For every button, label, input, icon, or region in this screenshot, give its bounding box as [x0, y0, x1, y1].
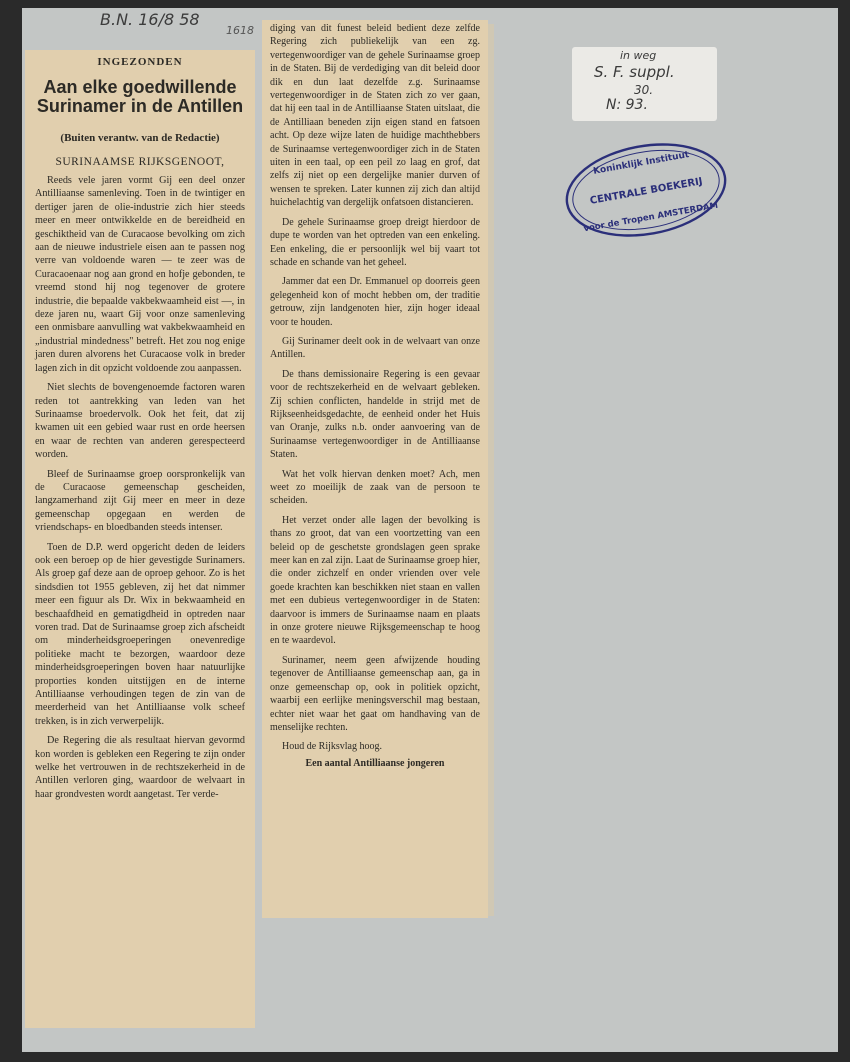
article-paragraph: Jammer dat een Dr. Emmanuel op doorreis geen gelegenheid kon of mocht hebben om, der traditie getrouw, zijn landgenoten hier, zijn hoger ideaal voor te houden. — [270, 276, 480, 328]
catalog-label — [572, 47, 717, 121]
article-paragraph: De Regering die als resultaat hiervan gevormd kon worden is gebleken een Regering te zijn onder welke het vertrouwen in de rechtszekerheid in de Antillen verloren ging, waardoor de welvaart in haar grondvesten wordt aangetast. Ter verde- — [35, 735, 245, 800]
article-byline: (Buiten verantw. van de Redactie) — [60, 132, 220, 144]
article-paragraph: Bleef de Surinaamse groep oorspronkelijk van de Curacaose gemeenschap gescheiden, langzamerhand zijt Gij meer en meer in deze gemeenschap opgegaan en werden de vriendschaps- en bloedbanden steeds intenser. — [35, 468, 245, 534]
stamp-line-top: Koninklijk Instituut — [592, 150, 691, 177]
article-paragraph: Wat het volk hiervan denken moet? Ach, men weet zo moeilijk de zaak van de persoon te scheiden. — [270, 468, 480, 507]
article-salutation: SURINAAMSE RIJKSGENOOT, — [55, 156, 225, 168]
article-paragraph: Reeds vele jaren vormt Gij een deel onzer Antilliaanse samenleving. Toen in de twintiger en dertiger jaren de olie-industrie zich hier steeds meer en meer ontwikkelde en de bereidheid en geschiktheid van de Curacaose bevolking om zich aan de nieuwe industriele eisen aan te passen nog verre van voldoende waren — te zeer was de Curacaoenaar nog aan grond en hofje gebonden, te vreemd stond hij nog tegenover de grotere industrie, die bepaalde vakbekwaamheid eist —, in deze jaren nu, waart Gij voor onze samenleving een onmisbare aanvulling wat vakbekwaamheid en „industrial mindedness" betreft. Het zou nog enige jaren duren alvorens het Curacaose volk in breder lagen zich in dit opzicht voldoende zou aanpassen. — [35, 175, 245, 374]
handwritten-date-note: B.N. 16/8 58 — [100, 10, 200, 29]
article-kicker: INGEZONDEN — [97, 56, 183, 68]
article-signature: Een aantal Antilliaanse jongeren — [305, 757, 445, 769]
article-paragraph: De thans demissionaire Regering is een gevaar voor de rechtszekerheid en de welvaart gebleken. Zij schien conflicten, handelde in strijd met de Rijkseenheidsgedachte, de eenheid onder het Huis van Oranje, zulks n.b. onder aanvoering van de Surinaamse vertegenwoordiger in de Antilliaanse Staten. — [270, 368, 480, 461]
article-paragraph: Toen de D.P. werd opgericht deden de leiders ook een beroep op de hier gevestigde Surinamers. Als groep gaf deze aan de oproep gehoor. Zo is het sindsdien tot 1955 gebleven, zij het dat nimmer meer een figuur als Dr. Wix in bekwaamheid en beschaafdheid en gematigdheid in optreden naar voren trad. Dat de Surinaamse groep zich afscheidt om minderheidsgroeperingen onevenredige politieke macht te bezorgen, waardoor deze minderheidsgroeperingen boven haar natuurlijke proporties konden uitstijgen en de interne Antilliaanse verhoudingen tegen de zin van de meerderheid van het Antilliaanse volk scheef trekken, is in zich verwerpelijk. — [35, 541, 245, 727]
article-paragraph: Houd de Rijksvlag hoog. — [282, 741, 382, 753]
handwritten-number: 1618 — [226, 24, 254, 37]
article-headline: Aan elke goedwillende Surinamer in de Antillen — [36, 77, 244, 116]
article-paragraph: Surinamer, neem geen afwijzende houding tegenover de Antilliaanse gemeenschap aan, ga in onze gemeenschap op, ook in politiek opzicht, waarbij een eerlijke meningsverschil mag bestaan, echter niet waar het gaat om handhaving van de menselijke rechten. — [270, 654, 480, 733]
label-line: 30. — [634, 83, 654, 97]
stamp-line-bottom: voor de Tropen AMSTERDAM — [582, 200, 719, 235]
stamp-line-middle: CENTRALE BOEKERIJ — [589, 176, 704, 207]
article-paragraph: Het verzet onder alle lagen der bevolking is thans zo groot, dat van een voortzetting van een beleid op de geschetste grondslagen geen sprake meer kan en zal zijn. Laat de Surinaamse groep hier, die onder zichzelf en onder vrienden over vele goede krachten kan beschikken niet staan en vallen met een dubieus vertegenwoordiger in de Staten: daarvoor is immers de Surinaamse naam en plaats in onze grotere nieuwe Rijksgemeenschap te hoog en te waardevol. — [270, 514, 480, 647]
newspaper-clipping-left — [25, 50, 255, 1028]
label-line: in weg — [620, 49, 657, 62]
article-paragraph: Niet slechts de bovengenoemde factoren waren reden tot aantrekking van leden van het Surinaamse broedervolk. Ook het feit, dat zij kwamen uit een gebied waar rust en orde heersen en waar de rechten van anderen gerespecteerd worden. — [35, 382, 245, 461]
article-paragraph: diging van dit funest beleid bedient deze zelfde Regering zich publiekelijk van een zg. vertegenwoordiger van de gehele Surinaamse groep in de Staten. Bij de verdediging van dit beleid door dik en dun laat dezelfde z.g. Surinaamse vertegenwoordiger in de Staten zich zo ver gaan, dat hij een taal in de Antilliaanse Staten uitslaat, die de Antilliaan beneden zijn eigen stand en fatsoen acht. Op deze wijze laten de huidige machthebbers de Surinaamse vertegenwoordiger zich in de Staten uiten in een taal, op een peil zo laag en grof, dat zelfs zij niet op een dergelijke manier durven of wensen te spreken. Later kunnen zij zich dan altijd huichelachtig van dergelijk onfatsoen distancieren. — [270, 23, 480, 209]
article-paragraph: Gij Surinamer deelt ook in de welvaart van onze Antillen. — [270, 335, 480, 361]
article-paragraph: De gehele Surinaamse groep dreigt hierdoor de dupe te worden van het optreden van een enkeling. Een enkeling, die er persoonlijk wel bij vaart tot schade en schande van het geheel. — [270, 216, 480, 268]
newspaper-clipping-right — [262, 20, 488, 918]
label-line: N: 93. — [606, 97, 648, 113]
label-line: S. F. suppl. — [594, 63, 675, 81]
library-stamp — [562, 140, 730, 240]
